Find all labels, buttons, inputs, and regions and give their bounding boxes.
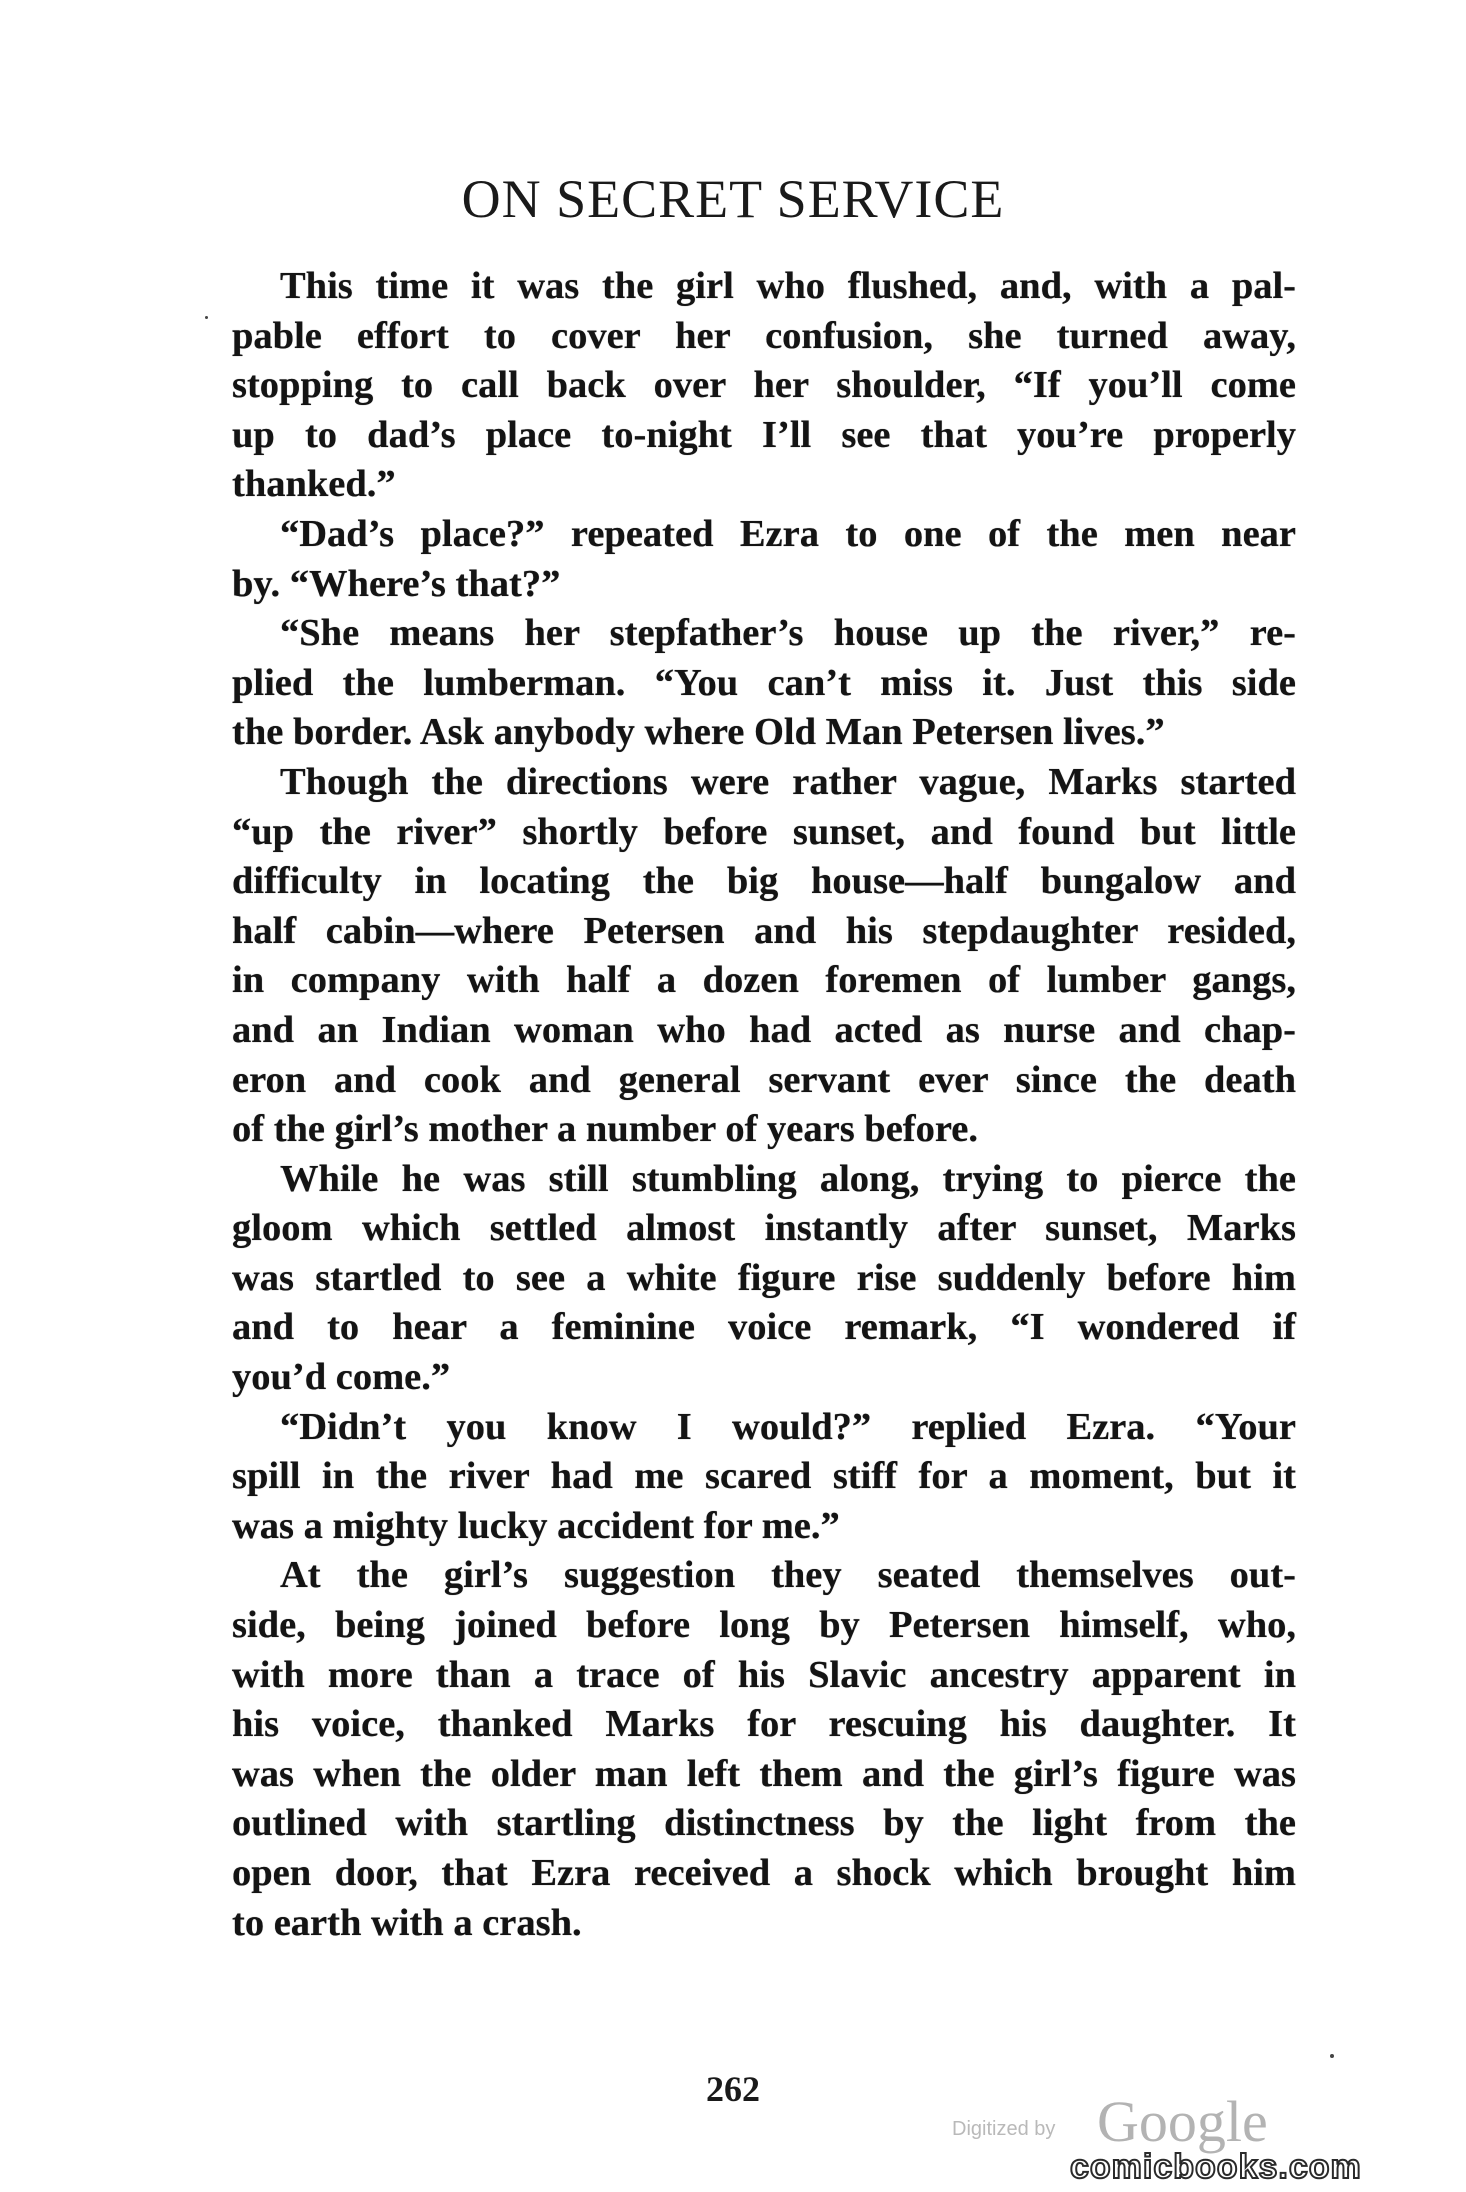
text-line: outlined with startling distinctness by the light from the <box>232 1802 1296 1845</box>
text-line: by. “Where’s that?” <box>232 562 561 605</box>
text-line: “up the river” shortly before sunset, and found but little <box>232 810 1296 853</box>
site-watermark: comicbooks.com <box>1070 2148 1362 2186</box>
running-title: ON SECRET SERVICE <box>461 169 1005 229</box>
text-line: eron and cook and general servant ever since the death <box>232 1058 1296 1101</box>
text-line: was when the older man left them and the girl’s figure was <box>232 1752 1296 1795</box>
text-line: of the girl’s mother a number of years before. <box>232 1108 978 1151</box>
text-line: and to hear a feminine voice remark, “I wondered if <box>232 1306 1296 1349</box>
text-line: This time it was the girl who flushed, and, with a pal- <box>280 265 1296 307</box>
text-line: was a mighty lucky accident for me.” <box>232 1504 840 1547</box>
text-line: open door, that Ezra received a shock which brought him <box>232 1852 1296 1894</box>
google-watermark <box>952 2088 1282 2154</box>
text-line: in company with half a dozen foremen of lumber gangs, <box>232 959 1296 1002</box>
text-line: to earth with a crash. <box>232 1901 582 1944</box>
text-line: and an Indian woman who had acted as nurse and chap- <box>232 1008 1296 1051</box>
text-line: difficulty in locating the big house—half bungalow and <box>232 860 1296 903</box>
page-number: 262 <box>706 2069 760 2109</box>
text-line: thanked.” <box>232 463 396 506</box>
text-line: half cabin—where Petersen and his stepdaughter resided, <box>232 909 1296 952</box>
text-line: “Dad’s place?” repeated Ezra to one of the men near <box>280 512 1296 555</box>
text-line: pable effort to cover her confusion, she turned away, <box>232 314 1296 357</box>
text-line: was startled to see a white figure rise suddenly before him <box>232 1256 1296 1299</box>
text-line: stopping to call back over her shoulder, “If you’ll come <box>232 364 1296 407</box>
text-line: the border. Ask anybody where Old Man Petersen lives.” <box>232 711 1165 754</box>
text-line: plied the lumberman. “You can’t miss it. Just this side <box>232 661 1296 704</box>
text-line: While he was still stumbling along, trying to pierce the <box>280 1157 1296 1200</box>
print-speck <box>1330 2054 1334 2058</box>
text-line: side, being joined before long by Petersen himself, who, <box>232 1604 1296 1647</box>
google-logo: Google <box>1097 2089 1268 2154</box>
text-line: up to dad’s place to-night I’ll see that you’re properly <box>232 413 1296 456</box>
body-text <box>232 262 1296 1948</box>
text-line: Though the directions were rather vague, Marks started <box>280 760 1296 803</box>
text-line: At the girl’s suggestion they seated themselves out- <box>280 1554 1296 1597</box>
print-speck <box>205 316 208 319</box>
text-line: “She means her stepfather’s house up the river,” re- <box>280 612 1296 655</box>
text-line: “Didn’t you know I would?” replied Ezra. “Your <box>280 1405 1296 1448</box>
digitized-by-label: Digitized by <box>952 2118 1056 2140</box>
text-line: with more than a trace of his Slavic ancestry apparent in <box>232 1653 1296 1696</box>
text-line: gloom which settled almost instantly after sunset, Marks <box>232 1207 1296 1250</box>
text-line: his voice, thanked Marks for rescuing his daughter. It <box>232 1703 1296 1746</box>
text-line: you’d come.” <box>232 1356 451 1399</box>
text-line: spill in the river had me scared stiff for a moment, but it <box>232 1455 1296 1498</box>
